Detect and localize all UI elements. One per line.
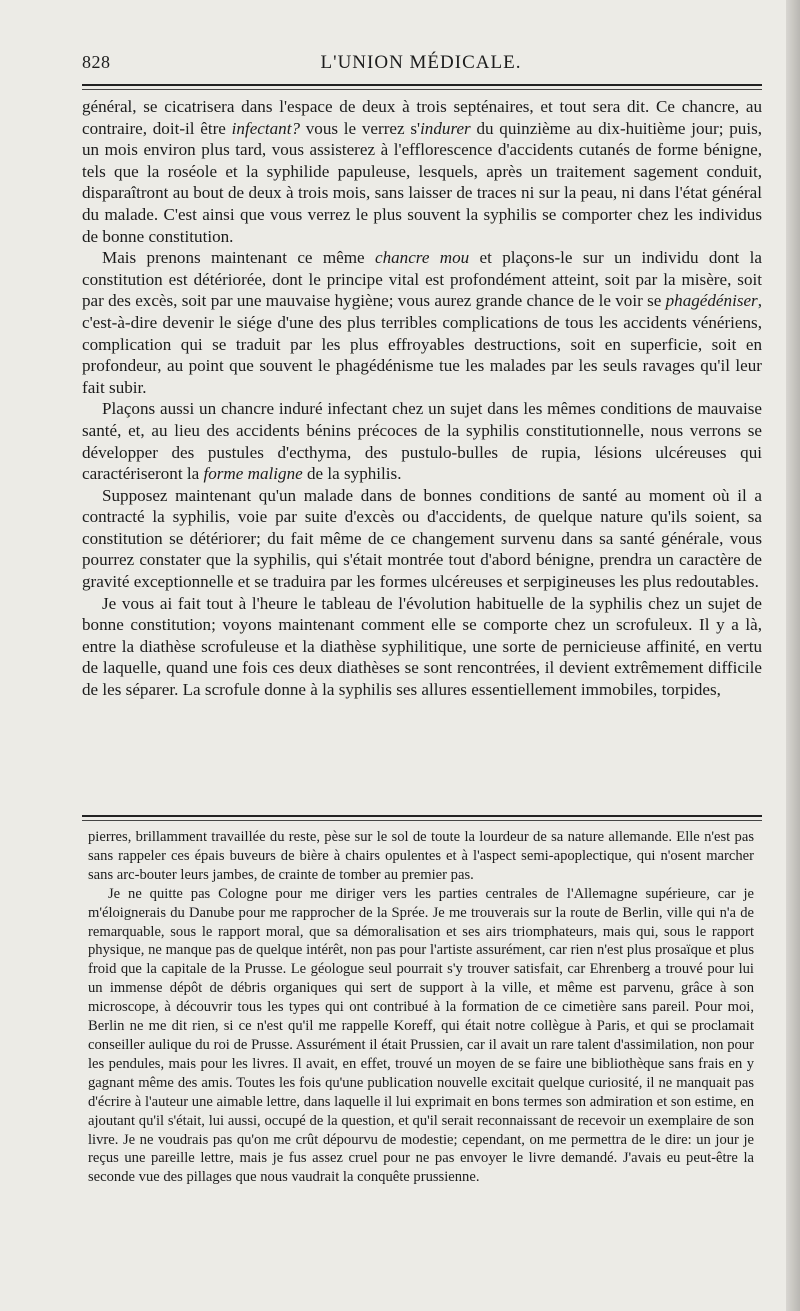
page-header xyxy=(82,52,760,80)
main-paragraph-1: général, se cicatrisera dans l'espace de deux à trois septénaires, et tout sera dit. Ce chancre, au contraire, doit-il être infectant? vous le verrez s'indurer du quinzième au dix-huitième jour; puis, un mois environ plus tard, vous assisterez à l'efflorescence d'accidents cutanés de forme bénigne, tels que la roséole et la syphilide papuleuse, lesquels, après un traitement sagement conduit, disparaîtront au bout de deux à trois mois, sans laisser de traces ni sur la peau, ni dans l'état général du malade. C'est ainsi que vous verrez le plus souvent la syphilis se comporter chez les individus de bonne constitution. xyxy=(82,97,763,246)
feuilleton-rule-thin xyxy=(82,820,762,821)
main-paragraph-3: Plaçons aussi un chancre induré infectant chez un sujet dans les mêmes conditions de mauvaise santé, et, au lieu des accidents bénins précoces de la syphilis constitutionnelle, nous verrons se développer des pustules d'ecthyma, des pustulo-bulles de rupia, lésions ulcéreuses qui caractériseront la forme maligne de la syphilis. xyxy=(82,399,762,484)
feuilleton-paragraph-1: pierres, brillamment travaillée du reste, pèse sur le sol de toute la lourdeur de sa nature allemande. Elle n'est pas sans rappeler ces épais buveurs de bière à chairs opulentes et à l'aspect semi-apoplectique, qui n'osent marcher sans arc-bouter leurs jambes, de crainte de tomber au premier pas. xyxy=(88,829,754,883)
main-paragraph-4: Supposez maintenant qu'un malade dans de bonnes conditions de santé au moment où il a contracté la syphilis, voie par suite d'excès ou d'accidents, de quelque nature qu'ils soient, sa constitution se détériorer; du fait même de ce changement survenu dans sa santé générale, vous pourrez constater que la syphilis, qui s'était montrée tout d'abord bénigne, prendra un caractère de gravité exceptionnelle et se traduira par les formes ulcéreuses et serpigineuses les plus redoutables. xyxy=(82,485,762,592)
header-rule xyxy=(82,84,762,86)
header-rule-thin xyxy=(82,89,762,90)
feuilleton-rule xyxy=(82,815,762,817)
page-number: 828 xyxy=(82,52,111,72)
main-paragraph-2: Mais prenons maintenant ce même chancre mou et plaçons-le sur un individu dont la constitution est détériorée, dont le principe vital est profondément atteint, soit par la misère, soit par des excès, soit par une mauvaise hygiène; vous aurez grande chance de le voir se phagédéniser, c'est-à-dire devenir le siége d'une des plus terribles complications de tous les accidents vénériens, complication qui se traduit par les plus effroyables destructions, soit en superficie, soit en profondeur, au point que souvent le phagédénisme tue les malades par les seuls ravages qu'il leur fait subir. xyxy=(82,248,762,397)
feuilleton-article xyxy=(88,828,754,1187)
page-edge-shadow xyxy=(786,0,800,1311)
main-article xyxy=(82,96,762,701)
feuilleton-paragraph-2: Je ne quitte pas Cologne pour me diriger vers les parties centrales de l'Allemagne supérieure, car je m'éloignerais du Danube pour me rapprocher de la Sprée. Je me trouverais sur la route de Berlin, ville qui n'a de remarquable, sous le rapport moral, que sa démoralisation et ses airs triomphateurs, mais qui, sous le rapport physique, ne manque pas de quelque intérêt, non pas pour l'artiste assurément, car rien n'est plus prosaïque et plus froid que la capitale de la Prusse. Le géologue seul pourrait s'y trouver satisfait, car Ehrenberg a trouvé pour lui un immense dépôt de débris organiques qui sert de support à la ville, et même est parvenu, grâce à son microscope, à découvrir tous les types qui ont contribué à la formation de ce cimetière sans pareil. Pour moi, Berlin ne me dit rien, si ce n'est qu'il me rappelle Koreff, qui était notre collègue à Paris, et qui se proclamait conseiller aulique du roi de Prusse. Assurément il était Prussien, car il avait un rare talent d'assimilation, non pour les pendules, mais pour les livres. Il avait, en effet, trouvé un moyen de se faire une bibliothèque sans frais en y gagnant même des amis. Toutes les fois qu'une publication nouvelle excitait quelque curiosité, il ne manquait pas d'écrire à l'auteur une aimable lettre, dans laquelle il lui exprimait en bons termes son admiration et son estime, en ajoutant qu'il s'était, lui aussi, occupé de la question, et qu'il serait reconnaissant de recevoir un exemplaire de son livre. Je ne voudrais pas qu'on me crût dépourvu de modestie; cependant, on me permettra de le dire: un jour je reçus une pareille lettre, mais je fus assez cruel pour ne pas envoyer le livre demandé. J'avais eu peut-être la seconde vue des pillages que nous vaudrait la conquête prussienne. xyxy=(88,885,754,1186)
main-paragraph-5: Je vous ai fait tout à l'heure le tableau de l'évolution habituelle de la syphilis chez un sujet de bonne constitution; voyons maintenant comment elle se comporte chez un scrofuleux. Il y a là, entre la diathèse scrofuleuse et la diathèse syphilitique, une sorte de pernicieuse affinité, en vertu de laquelle, quand une fois ces deux diathèses se sont rencontrées, il devient extrêmement difficile de les séparer. La scrofule donne à la syphilis ses allures essentiellement immobiles, torpides, xyxy=(82,593,762,700)
journal-title: L'UNION MÉDICALE. xyxy=(320,52,522,73)
